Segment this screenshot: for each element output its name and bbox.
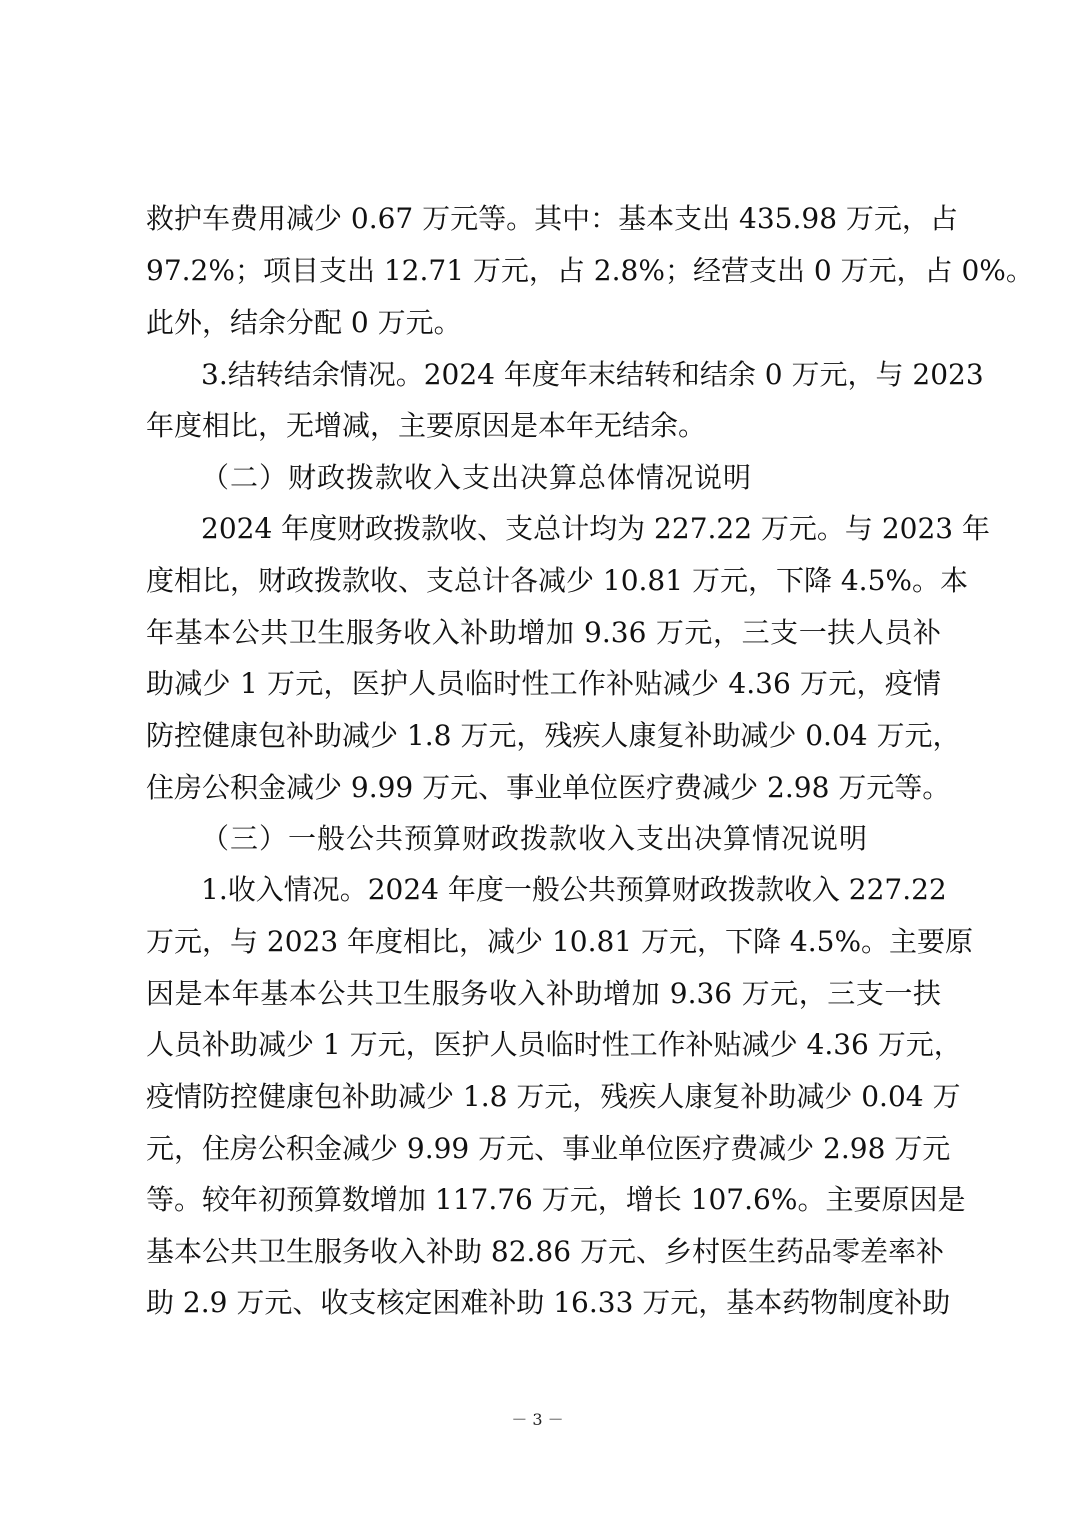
paragraph-line: 救护车费用减少 0.67 万元等。其中：基本支出 435.98 万元，占	[146, 202, 958, 235]
paragraph-line: 助 2.9 万元、收支核定困难补助 16.33 万元，基本药物制度补助	[146, 1286, 951, 1319]
page-number: － 3 －	[511, 1410, 564, 1429]
paragraph-line: 防控健康包补助减少 1.8 万元，残疾人康复补助减少 0.04 万元，	[146, 719, 961, 752]
paragraph-line: 人员补助减少 1 万元，医护人员临时性工作补贴减少 4.36 万元，	[146, 1028, 962, 1061]
paragraph-line: 助减少 1 万元，医护人员临时性工作补贴减少 4.36 万元，疫情	[146, 667, 941, 700]
paragraph-line: 因是本年基本公共卫生服务收入补助增加 9.36 万元，三支一扶	[146, 977, 941, 1010]
paragraph-line: 度相比，财政拨款收、支总计各减少 10.81 万元，下降 4.5%。本	[146, 564, 968, 597]
paragraph-line: 97.2%；项目支出 12.71 万元，占 2.8%；经营支出 0 万元，占 0%。	[146, 254, 1034, 287]
paragraph-line: 万元，与 2023 年度相比，减少 10.81 万元，下降 4.5%。主要原	[146, 925, 974, 958]
section-heading: （二）财政拨款收入支出决算总体情况说明	[201, 461, 753, 494]
paragraph-line: 3.结转结余情况。2024 年度年末结转和结余 0 万元，与 2023	[201, 358, 984, 391]
paragraph-line: 2024 年度财政拨款收、支总计均为 227.22 万元。与 2023 年	[201, 512, 990, 545]
paragraph-line: 年基本公共卫生服务收入补助增加 9.36 万元，三支一扶人员补	[146, 616, 941, 649]
paragraph-line: 此外，结余分配 0 万元。	[146, 306, 462, 339]
paragraph-line: 基本公共卫生服务收入补助 82.86 万元、乡村医生药品零差率补	[146, 1235, 944, 1268]
paragraph-line: 元，住房公积金减少 9.99 万元、事业单位医疗费减少 2.98 万元	[146, 1132, 951, 1165]
section-heading: （三）一般公共预算财政拨款收入支出决算情况说明	[201, 822, 869, 855]
paragraph-line: 等。较年初预算数增加 117.76 万元，增长 107.6%。主要原因是	[146, 1183, 966, 1216]
paragraph-line: 疫情防控健康包补助减少 1.8 万元，残疾人康复补助减少 0.04 万	[146, 1080, 961, 1113]
paragraph-line: 住房公积金减少 9.99 万元、事业单位医疗费减少 2.98 万元等。	[146, 771, 951, 804]
paragraph-line: 年度相比，无增减，主要原因是本年无结余。	[146, 409, 707, 442]
paragraph-line: 1.收入情况。2024 年度一般公共预算财政拨款收入 227.22	[201, 873, 947, 906]
